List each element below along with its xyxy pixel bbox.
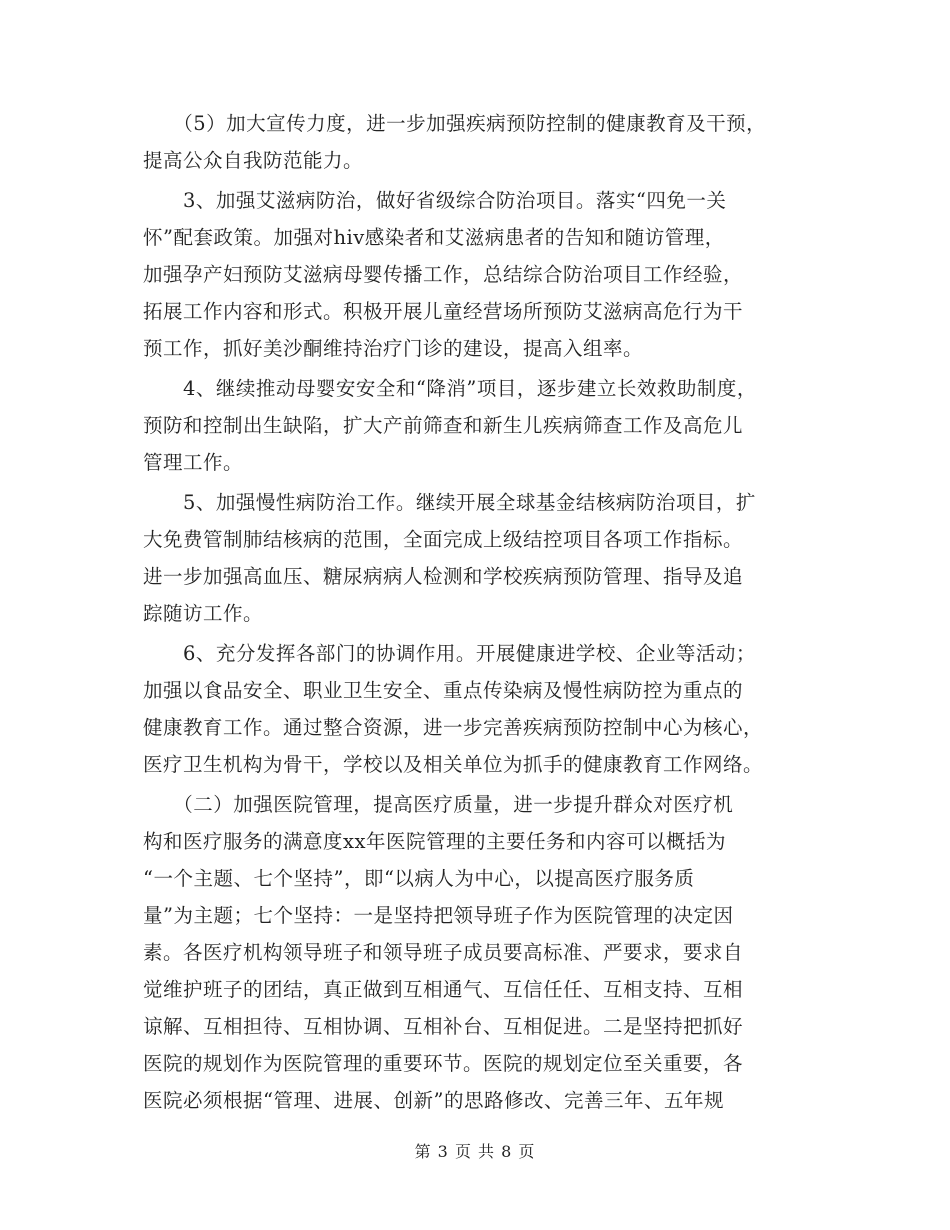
text-line: 进一步加强高血压、糖尿病病人检测和学校疾病预防管理、指导及追 xyxy=(143,565,744,588)
text-line: 5、加强慢性病防治工作。继续开展全球基金结核病防治项目，扩 xyxy=(143,491,756,514)
paragraph xyxy=(143,635,813,783)
text-line: 医院的规划作为医院管理的重要环节。医院的规划定位至关重要，各 xyxy=(143,1052,744,1075)
paragraph xyxy=(143,182,813,367)
text-line: 踪随访工作。 xyxy=(143,602,264,625)
text-line: （二）加强医院管理，提高医疗质量，进一步提升群众对医疗机 xyxy=(143,793,734,816)
text-line: 预工作，抓好美沙酮维持治疗门诊的建设，提高入组率。 xyxy=(143,337,644,360)
text-line: 健康教育工作。通过整合资源，进一步完善疾病预防控制中心为核心， xyxy=(143,716,764,739)
text-line: 大免费管制肺结核病的范围，全面完成上级结控项目各项工作指标。 xyxy=(143,528,744,551)
text-line: 医院必须根据“管理、进展、创新”的思路修改、完善三年、五年规 xyxy=(143,1089,724,1112)
text-line: 素。各医疗机构领导班子和领导班子成员要高标准、严要求，要求自 xyxy=(143,941,744,964)
text-line: 觉维护班子的团结，真正做到互相通气、互信任任、互相支持、互相 xyxy=(143,978,744,1001)
paragraph xyxy=(143,786,813,1119)
text-line: （5）加大宣传力度，进一步加强疾病预防控制的健康教育及干预， xyxy=(143,112,767,135)
text-line: 量”为主题；七个坚持：一是坚持把领导班子作为医院管理的决定因 xyxy=(143,904,734,927)
text-line: 怀”配套政策。加强对hiv感染者和艾滋病患者的告知和随访管理， xyxy=(143,226,725,249)
paragraph xyxy=(143,105,813,179)
page-footer: 第 3 页 共 8 页 xyxy=(414,1142,536,1161)
text-line: 加强以食品安全、职业卫生安全、重点传染病及慢性病防控为重点的 xyxy=(143,679,744,702)
text-line: 医疗卫生机构为骨干，学校以及相关单位为抓手的健康教育工作网络。 xyxy=(143,753,764,776)
text-line: 4、继续推动母婴安安全和“降消”项目，逐步建立长效救助制度， xyxy=(143,377,757,400)
text-line: 谅解、互相担待、互相协调、互相补台、互相促进。二是坚持把抓好 xyxy=(143,1015,744,1038)
paragraph xyxy=(143,484,813,632)
text-line: 3、加强艾滋病防治，做好省级综合防治项目。落实“四免一关 xyxy=(143,189,727,212)
text-line: 6、充分发挥各部门的协调作用。开展健康进学校、企业等活动； xyxy=(143,642,756,665)
text-line: 提高公众自我防范能力。 xyxy=(143,149,364,172)
document-body xyxy=(143,105,813,1119)
paragraph xyxy=(143,370,813,481)
text-line: 管理工作。 xyxy=(143,451,244,474)
text-line: “一个主题、七个坚持”，即“以病人为中心，以提高医疗服务质 xyxy=(143,867,695,890)
text-line: 构和医疗服务的满意度xx年医院管理的主要任务和内容可以概括为 xyxy=(143,830,726,853)
text-line: 加强孕产妇预防艾滋病母婴传播工作，总结综合防治项目工作经验， xyxy=(143,263,744,286)
text-line: 预防和控制出生缺陷，扩大产前筛查和新生儿疾病筛查工作及高危儿 xyxy=(143,414,744,437)
text-line: 拓展工作内容和形式。积极开展儿童经营场所预防艾滋病高危行为干 xyxy=(143,300,744,323)
